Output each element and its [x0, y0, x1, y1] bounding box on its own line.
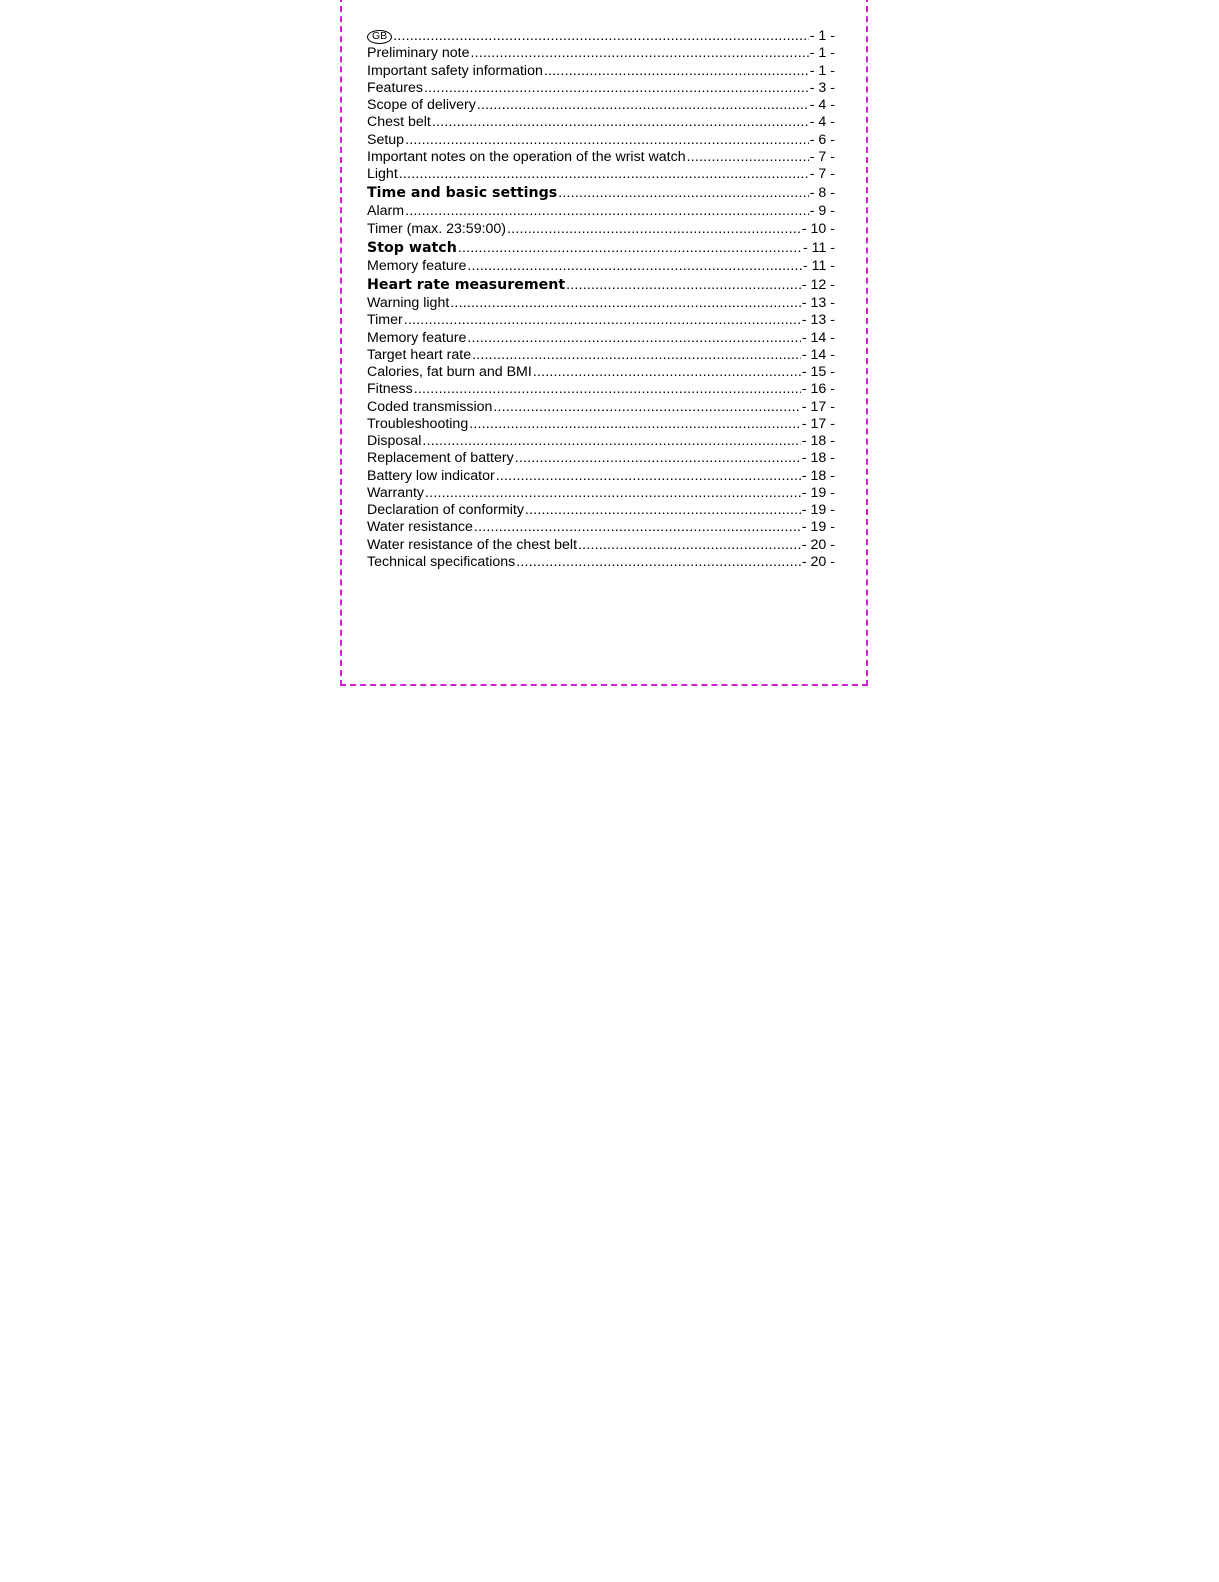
toc-entry-title: Warranty: [367, 484, 425, 501]
toc-entry[interactable]: [367, 166, 835, 183]
toc-entry-page-number: - 1 -: [809, 45, 835, 62]
toc-dot-leader: [422, 433, 800, 450]
toc-entry[interactable]: [367, 312, 835, 329]
toc-entry-title: Fitness: [367, 381, 413, 398]
toc-entry[interactable]: [367, 399, 835, 416]
toc-entry-title: Important safety information: [367, 62, 543, 79]
toc-entry[interactable]: [367, 295, 835, 312]
toc-entry-page-number: - 4 -: [809, 97, 835, 113]
toc-dot-leader: [578, 537, 801, 554]
toc-entry-title: Troubleshooting: [367, 415, 469, 432]
toc-entry-title: Stop watch: [367, 239, 457, 256]
toc-entry[interactable]: [367, 114, 835, 131]
toc-entry[interactable]: [367, 63, 835, 80]
toc-entry-page-number: - 7 -: [809, 148, 835, 165]
toc-entry-page-number: - 17 -: [801, 415, 835, 432]
toc-dot-leader: [432, 114, 809, 131]
toc-entry-page-number: - 19 -: [801, 519, 835, 536]
toc-dot-leader: [425, 485, 801, 502]
toc-dot-leader: [472, 347, 801, 364]
toc-entry[interactable]: [367, 502, 835, 519]
toc-entry-page-number: - 1 -: [809, 28, 835, 44]
toc-entry[interactable]: [367, 450, 835, 467]
toc-dot-leader: [467, 330, 801, 347]
toc-entry-title: Light: [367, 166, 398, 182]
toc-dot-leader: [469, 416, 801, 433]
toc-entry-page-number: - 18 -: [801, 433, 835, 449]
toc-entry[interactable]: [367, 97, 835, 114]
toc-entry-page-number: - 3 -: [809, 79, 835, 96]
toc-entry-page-number: - 17 -: [801, 398, 835, 415]
toc-entry-title: Coded transmission: [367, 398, 493, 415]
toc-entry-title: Scope of delivery: [367, 97, 476, 113]
toc-entry[interactable]: [367, 364, 835, 381]
toc-entry-title: Setup: [367, 131, 405, 148]
toc-entry-title: Chest belt: [367, 114, 431, 131]
toc-dot-leader: [493, 399, 800, 416]
toc-entry-page-number: - 6 -: [809, 131, 835, 148]
toc-dot-leader: [474, 519, 801, 536]
toc-entry[interactable]: [367, 80, 835, 97]
toc-entry-title: Memory feature: [367, 257, 467, 274]
toc-entry[interactable]: [367, 238, 835, 258]
toc-entry-page-number: - 8 -: [809, 185, 835, 202]
toc-entry-title: Important notes on the operation of the wrist watch: [367, 148, 686, 165]
toc-dot-leader: [687, 149, 809, 166]
toc-dot-leader: [405, 132, 809, 149]
toc-entry-title: [367, 28, 392, 45]
toc-entry-title: Calories, fat burn and BMI: [367, 364, 532, 380]
toc-entry[interactable]: [367, 45, 835, 62]
toc-dot-leader: [414, 381, 801, 398]
toc-entry-page-number: - 18 -: [801, 467, 835, 484]
toc-entry-title: Preliminary note: [367, 45, 470, 62]
country-badge: GB: [367, 30, 392, 44]
toc-entry-page-number: - 19 -: [801, 484, 835, 501]
toc-dot-leader: [477, 97, 809, 114]
toc-entry-page-number: - 20 -: [801, 553, 835, 570]
toc-entry-title: Time and basic settings: [367, 185, 558, 202]
toc-entry[interactable]: [367, 149, 835, 166]
toc-entry-page-number: - 20 -: [801, 536, 835, 553]
toc-dot-leader: [405, 203, 809, 220]
toc-entry-title: Technical specifications: [367, 553, 516, 570]
toc-entry-title: Battery low indicator: [367, 467, 495, 484]
toc-entry-title: Replacement of battery: [367, 450, 514, 467]
table-of-contents: [367, 28, 835, 571]
toc-entry-title: Memory feature: [367, 329, 467, 346]
toc-entry[interactable]: [367, 416, 835, 433]
toc-dot-leader: [404, 312, 801, 329]
toc-dot-leader: [458, 238, 802, 258]
toc-entry-page-number: - 1 -: [809, 62, 835, 79]
toc-dot-leader: [516, 554, 801, 571]
toc-dot-leader: [566, 275, 801, 295]
toc-entry-page-number: - 13 -: [801, 312, 835, 329]
toc-entry[interactable]: [367, 554, 835, 571]
toc-entry[interactable]: [367, 28, 835, 45]
toc-entry[interactable]: [367, 275, 835, 295]
toc-entry-title: Water resistance of the chest belt: [367, 536, 578, 553]
toc-entry[interactable]: [367, 330, 835, 347]
toc-entry-title: Features: [367, 79, 423, 96]
toc-entry[interactable]: [367, 468, 835, 485]
toc-entry-page-number: - 11 -: [802, 239, 835, 256]
toc-dot-leader: [393, 28, 809, 45]
toc-entry[interactable]: [367, 485, 835, 502]
toc-dot-leader: [450, 295, 801, 312]
toc-entry-page-number: - 4 -: [809, 114, 835, 131]
toc-entry-page-number: - 11 -: [802, 257, 835, 274]
toc-entry[interactable]: [367, 132, 835, 149]
toc-entry-page-number: - 14 -: [801, 346, 835, 363]
toc-dot-leader: [544, 63, 809, 80]
toc-entry-title: Alarm: [367, 203, 405, 220]
toc-entry-page-number: - 15 -: [801, 364, 835, 380]
toc-entry-title: Declaration of conformity: [367, 502, 524, 518]
toc-entry-title: Timer (max. 23:59:00): [367, 220, 507, 237]
toc-entry-page-number: - 9 -: [809, 203, 835, 220]
toc-entry[interactable]: [367, 537, 835, 554]
toc-entry-page-number: - 12 -: [801, 277, 835, 293]
toc-entry[interactable]: [367, 203, 835, 220]
toc-entry-page-number: - 18 -: [801, 450, 835, 467]
toc-entry[interactable]: [367, 221, 835, 238]
toc-entry-title: Warning light: [367, 295, 450, 311]
toc-dot-leader: [515, 450, 801, 467]
toc-entry[interactable]: [367, 347, 835, 364]
toc-entry-title: Water resistance: [367, 519, 473, 536]
toc-dot-leader: [525, 502, 801, 519]
toc-entry[interactable]: [367, 519, 835, 536]
toc-dot-leader: [399, 166, 809, 183]
toc-entry-title: Target heart rate: [367, 346, 472, 363]
toc-entry-page-number: - 16 -: [801, 381, 835, 398]
toc-entry-page-number: - 13 -: [801, 295, 835, 311]
toc-dot-leader: [424, 80, 809, 97]
toc-entry-page-number: - 10 -: [801, 220, 835, 237]
toc-entry[interactable]: [367, 258, 835, 275]
toc-dot-leader: [467, 258, 802, 275]
toc-entry[interactable]: [367, 183, 835, 203]
toc-entry[interactable]: [367, 433, 835, 450]
toc-entry-title: Timer: [367, 312, 403, 329]
toc-dot-leader: [496, 468, 801, 485]
toc-entry-page-number: - 19 -: [801, 502, 835, 518]
toc-entry-title: Disposal: [367, 433, 422, 449]
toc-dot-leader: [507, 221, 801, 238]
toc-entry-title: Heart rate measurement: [367, 277, 566, 293]
toc-dot-leader: [471, 45, 809, 62]
toc-entry[interactable]: [367, 381, 835, 398]
toc-dot-leader: [533, 364, 801, 381]
toc-dot-leader: [558, 183, 809, 203]
toc-entry-page-number: - 14 -: [801, 329, 835, 346]
toc-entry-page-number: - 7 -: [809, 166, 835, 182]
